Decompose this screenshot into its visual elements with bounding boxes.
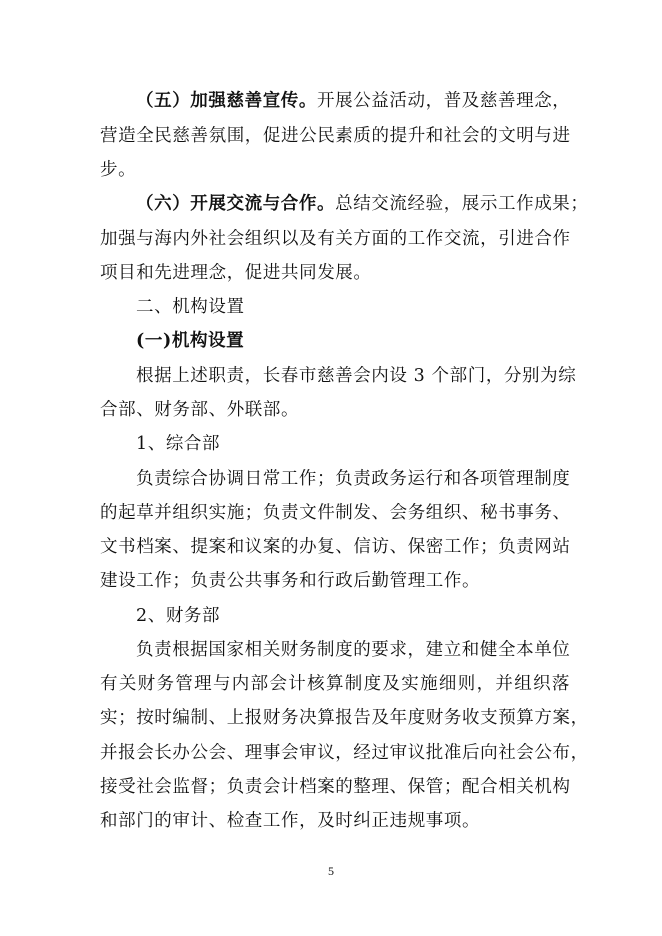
paragraph-text: 总结交流经验，展示工作成果； (335, 194, 589, 214)
page-number: 5 (328, 864, 334, 878)
paragraph-line: 项目和先进理念，促进共同发展。 (100, 263, 372, 283)
paragraph-line: 并报会长办公会、理事会审议，经过审议批准后向社会公布， (100, 743, 589, 763)
section-title: 二、机构设置 (136, 297, 245, 317)
paragraph-line: 的起草并组织实施；负责文件制发、会务组织、秘书事务、 (100, 503, 571, 523)
subsection-title: (一)机构设置 (136, 331, 245, 351)
paragraph-line: 根据上述职责，长春市慈善会内设 3 个部门，分别为综 (136, 366, 577, 386)
paragraph-line: 营造全民慈善氛围，促进公民素质的提升和社会的文明与进 (100, 126, 571, 146)
paragraph-line: 负责根据国家相关财务制度的要求，建立和健全本单位 (136, 640, 571, 660)
department-title: 2、财务部 (136, 606, 221, 626)
paragraph-line (136, 90, 570, 112)
paragraph-line: 接受社会监督；负责会计档案的整理、保管；配合相关机构 (100, 777, 571, 797)
paragraph-line: 实；按时编制、上报财务决算报告及年度财务收支预算方案， (100, 708, 589, 728)
paragraph-line: 步。 (100, 160, 137, 180)
paragraph-line: 加强与海内外社会组织以及有关方面的工作交流，引进合作 (100, 229, 571, 249)
section-heading: （五）加强慈善宣传。 (136, 91, 317, 111)
paragraph-line: 负责综合协调日常工作；负责政务运行和各项管理制度 (136, 469, 571, 489)
paragraph-line: 有关财务管理与内部会计核算制度及实施细则，并组织落 (100, 674, 570, 694)
paragraph-line: 合部、财务部、外联部。 (100, 400, 300, 420)
department-title: 1、综合部 (136, 434, 221, 454)
paragraph-line: 文书档案、提案和议案的办复、信访、保密工作；负责网站 (100, 537, 571, 557)
paragraph-line: 建设工作；负责公共事务和行政后勤管理工作。 (100, 571, 481, 591)
paragraph-line: 和部门的审计、检查工作，及时纠正违规事项。 (100, 811, 481, 831)
section-heading: （六）开展交流与合作。 (136, 194, 336, 214)
paragraph-line (136, 193, 589, 215)
paragraph-text: 开展公益活动，普及慈善理念， (317, 91, 571, 111)
